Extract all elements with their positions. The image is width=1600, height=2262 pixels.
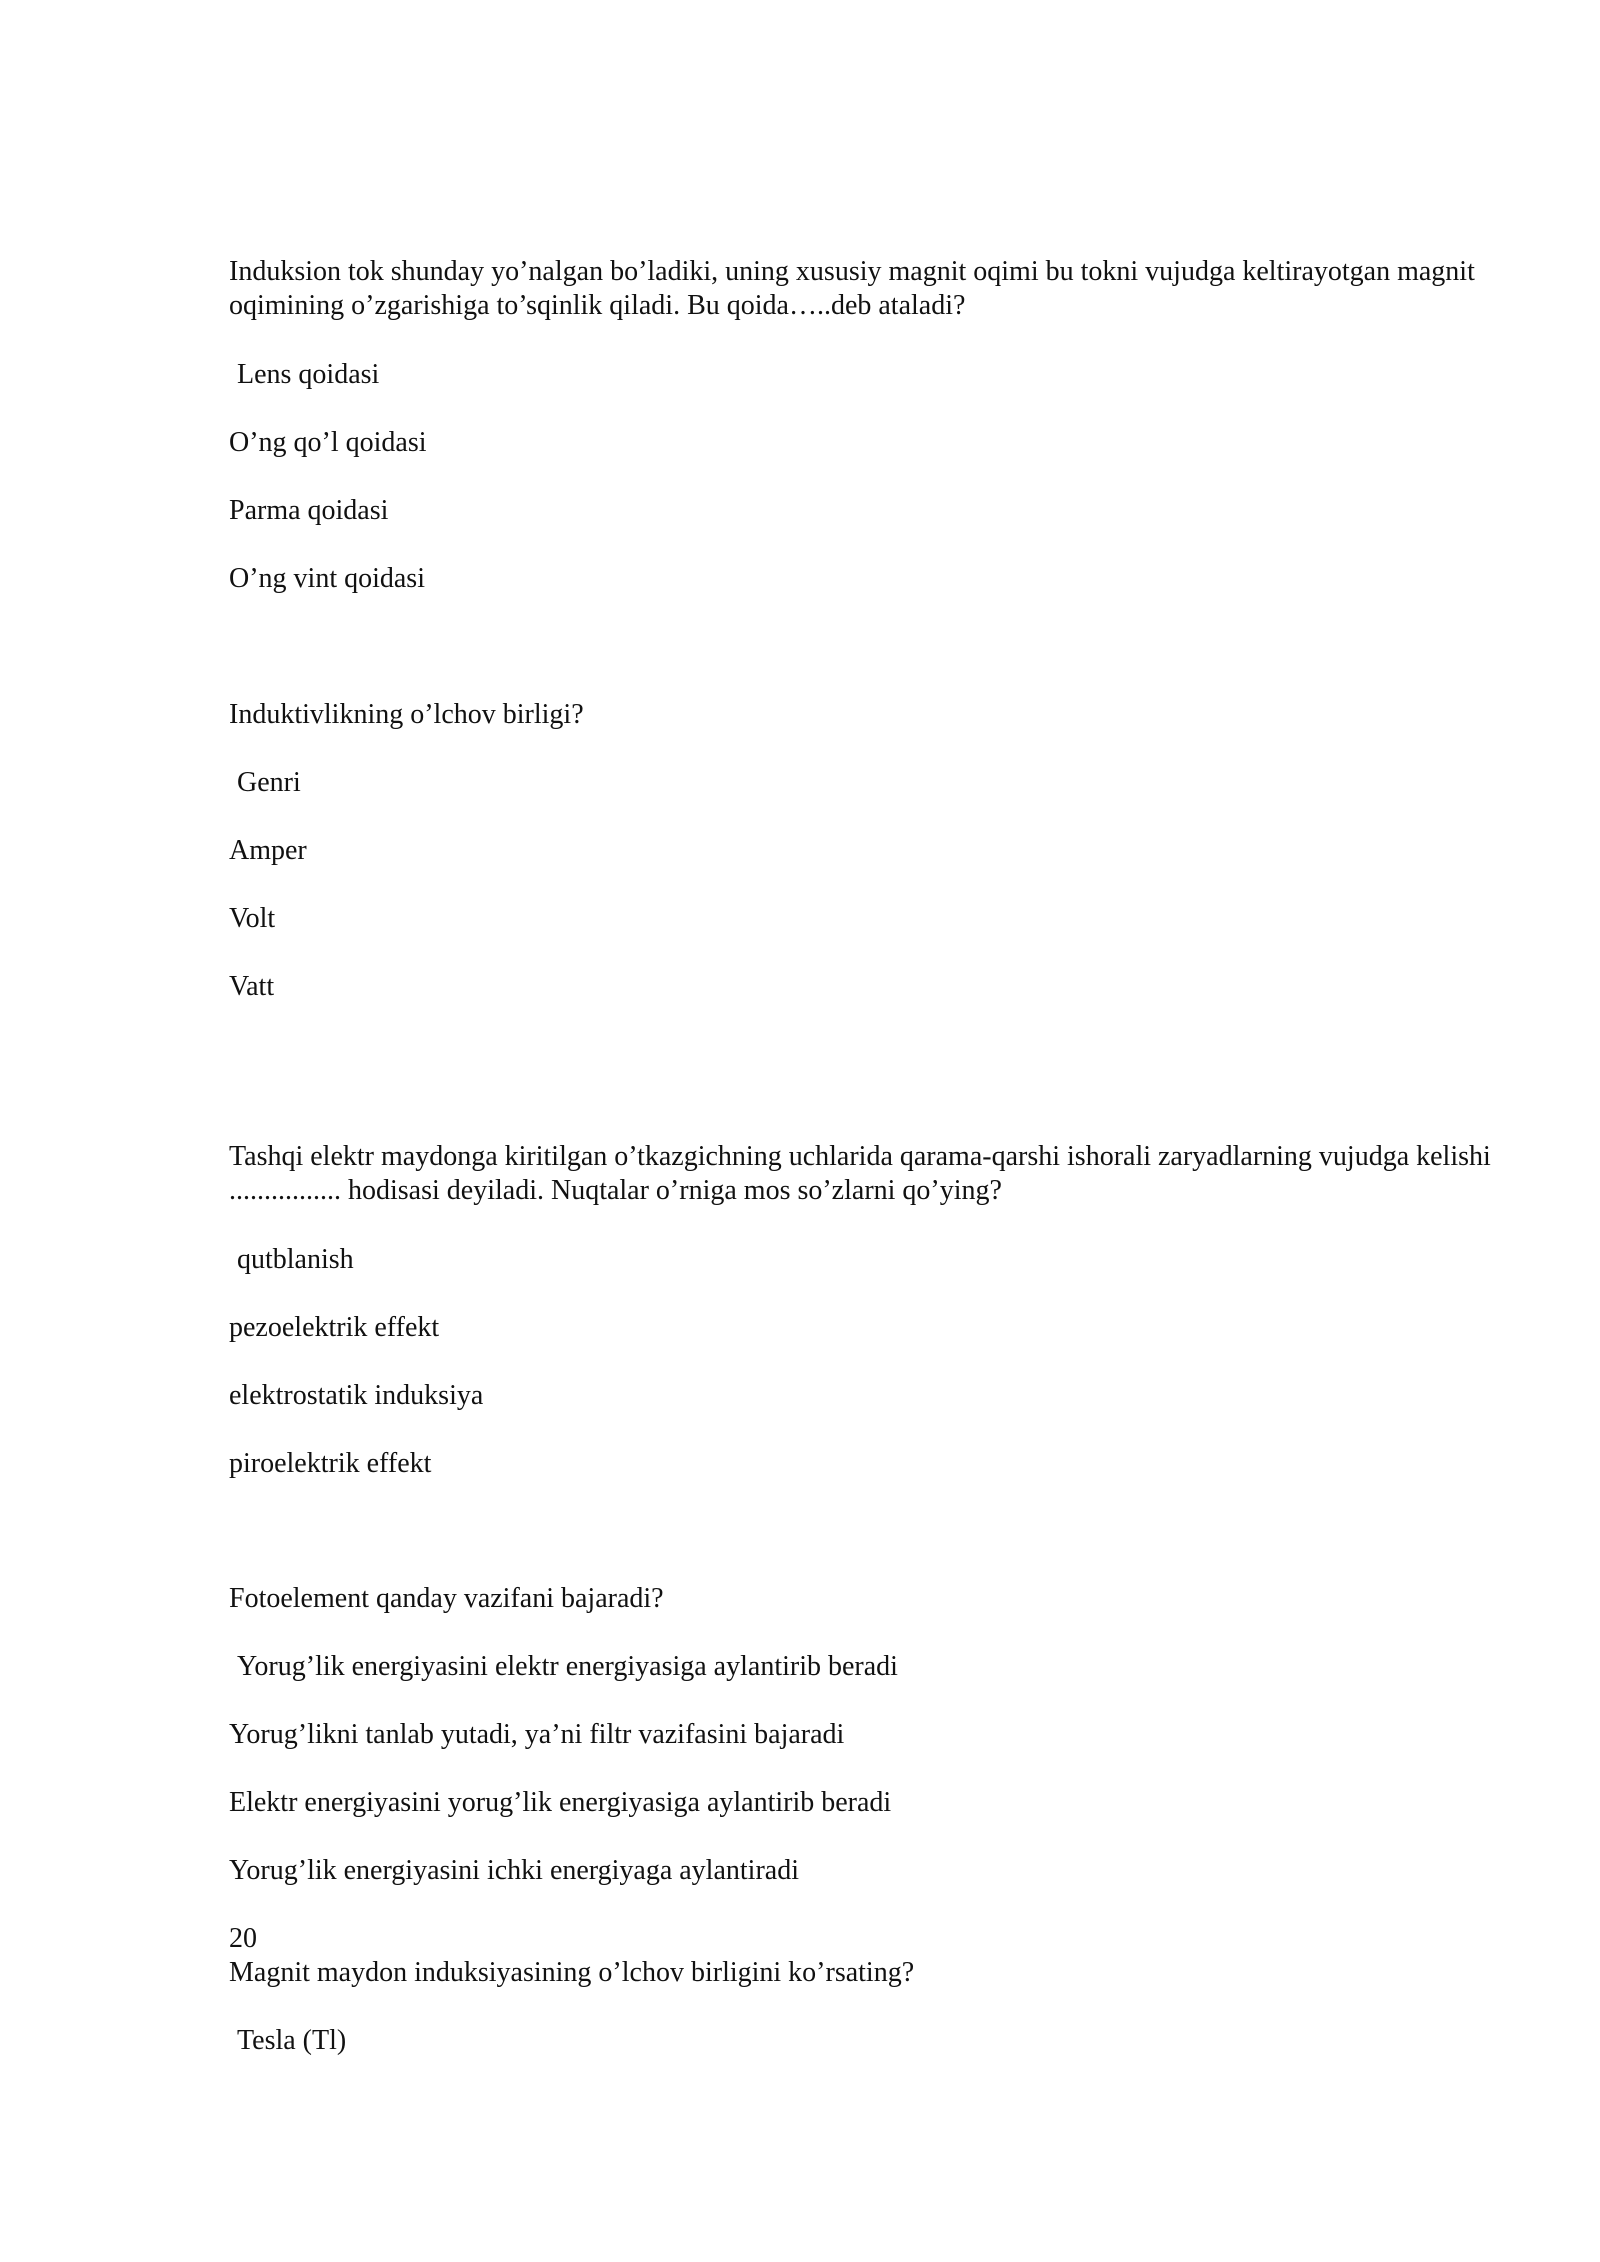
question-3-option-d: piroelektrik effekt	[229, 1448, 432, 1479]
question-5-text: Magnit maydon induksiyasining o’lchov birligini ko’rsating?	[229, 1957, 915, 1988]
question-1-text: Induksion tok shunday yo’nalgan bo’ladiki, uning xususiy magnit oqimi bu tokni vujudga keltirayotgan magnit oqimining o’zgarishiga to’sqinlik qiladi. Bu qoida…..deb ataladi?	[229, 256, 1475, 321]
question-4-option-c: Elektr energiyasini yorug’lik energiyasiga aylantirib beradi	[229, 1787, 892, 1818]
question-1-option-c: Parma qoidasi	[229, 495, 389, 526]
question-3-option-c: elektrostatik induksiya	[229, 1380, 484, 1411]
question-5-option-a: Tesla (Tl)	[237, 2025, 347, 2056]
question-2-option-c: Volt	[229, 903, 276, 934]
question-3-text: Tashqi elektr maydonga kiritilgan o’tkazgichning uchlarida qarama-qarshi ishorali zaryadlarning vujudga kelishi ................ hodisasi deyiladi. Nuqtalar o’rniga mos so’zlarni qo’ying?	[229, 1141, 1491, 1206]
question-1-option-d: O’ng vint qoidasi	[229, 563, 425, 594]
question-4-text: Fotoelement qanday vazifani bajaradi?	[229, 1583, 664, 1614]
question-3-option-a: qutblanish	[237, 1244, 354, 1275]
question-1-option-b: O’ng qo’l qoidasi	[229, 427, 427, 458]
question-2-option-a: Genri	[237, 767, 301, 798]
question-4-option-b: Yorug’likni tanlab yutadi, ya’ni filtr vazifasini bajaradi	[229, 1719, 845, 1750]
question-2-option-d: Vatt	[229, 971, 275, 1002]
question-1-option-a: Lens qoidasi	[237, 359, 380, 390]
question-4-option-d: Yorug’lik energiyasini ichki energiyaga aylantiradi	[229, 1855, 799, 1886]
question-5-number: 20	[229, 1923, 257, 1954]
question-3-option-b: pezoelektrik effekt	[229, 1312, 440, 1343]
question-2-option-b: Amper	[229, 835, 307, 866]
question-4-option-a: Yorug’lik energiyasini elektr energiyasiga aylantirib beradi	[237, 1651, 898, 1682]
question-2-text: Induktivlikning o’lchov birligi?	[229, 699, 584, 730]
